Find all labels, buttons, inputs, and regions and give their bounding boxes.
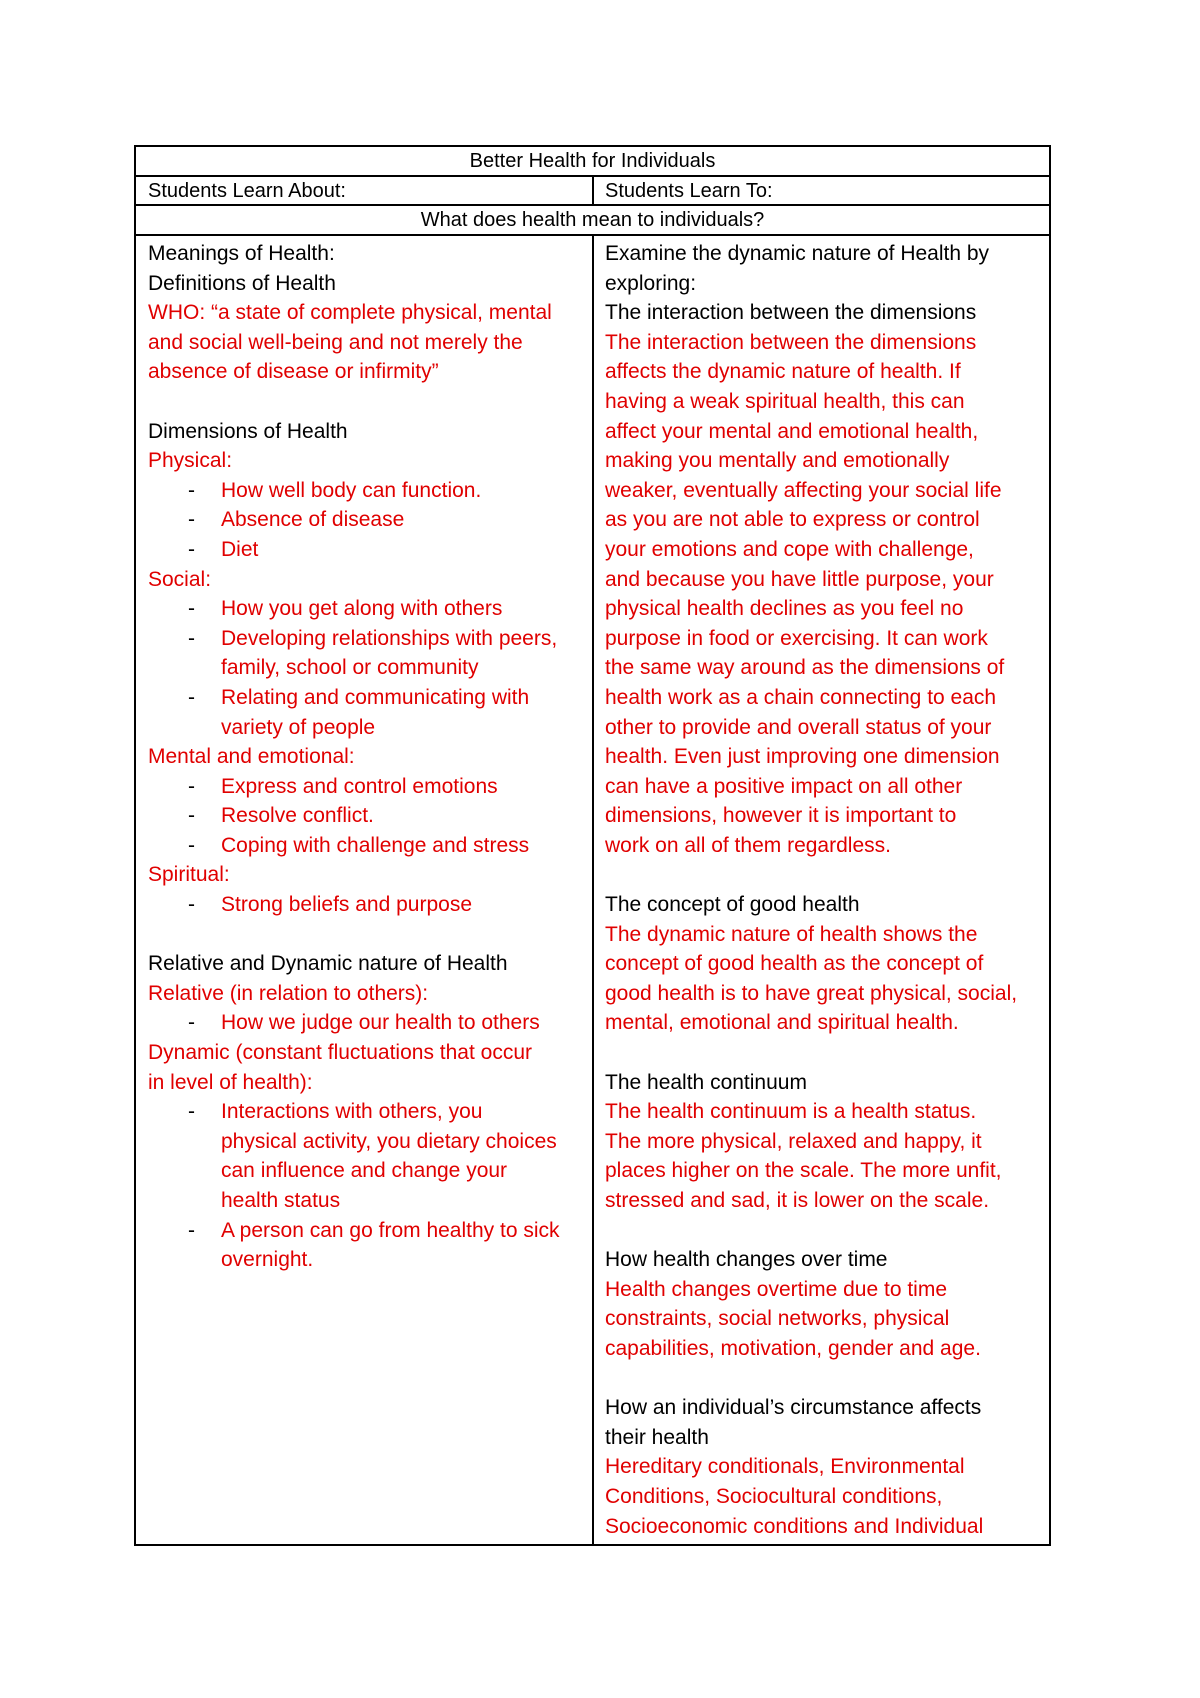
text-line: Socioeconomic conditions and Individual xyxy=(605,1514,984,1538)
table-title-row xyxy=(136,147,1049,177)
text-line: The more physical, relaxed and happy, it xyxy=(605,1129,982,1153)
text-line: concept of good health as the concept of xyxy=(605,952,984,976)
list-item-continued: overnight. xyxy=(221,1248,314,1272)
text-line: the same way around as the dimensions of xyxy=(605,656,1005,680)
list-item-continued: health status xyxy=(221,1189,341,1212)
list-item: - Developing relationships with peers, xyxy=(188,626,558,650)
section-title: What does health mean to individuals? xyxy=(420,209,765,231)
social-label: Social: xyxy=(148,567,212,591)
body-column-divider xyxy=(592,236,594,1544)
relative-label: Relative (in relation to others): xyxy=(148,981,429,1005)
text-line: can have a positive impact on all other xyxy=(605,774,963,798)
text-line: Conditions, Sociocultural conditions, xyxy=(605,1484,943,1508)
list-item: - Diet xyxy=(188,537,259,561)
health-table xyxy=(134,145,1051,1546)
who-definition-line: and social well-being and not merely the xyxy=(148,330,523,354)
text-line: health work as a chain connecting to each xyxy=(605,685,997,709)
text-line: capabilities, motivation, gender and age. xyxy=(605,1336,981,1360)
list-item: - A person can go from healthy to sick xyxy=(188,1218,560,1242)
text-line: Health changes overtime due to time xyxy=(605,1277,948,1301)
text-line: stressed and sad, it is lower on the scale. xyxy=(605,1189,990,1212)
who-definition-line: absence of disease or infirmity” xyxy=(148,360,439,384)
text-line: good health is to have great physical, social, xyxy=(605,981,1018,1005)
col-header-learn-about: Students Learn About: xyxy=(148,180,346,202)
column-divider xyxy=(592,177,594,206)
meanings-heading: Meanings of Health: xyxy=(148,242,335,265)
definitions-heading: Definitions of Health xyxy=(148,271,336,295)
text-line: purpose in food or exercising. It can work xyxy=(605,626,988,650)
dimensions-heading: Dimensions of Health xyxy=(148,419,348,443)
changes-text xyxy=(605,1275,1045,1364)
list-item: - Interactions with others, you xyxy=(188,1100,483,1124)
changes-heading: How health changes over time xyxy=(605,1248,888,1272)
interaction-heading: The interaction between the dimensions xyxy=(605,301,977,325)
good-health-heading: The concept of good health xyxy=(605,893,860,917)
learn-to-cell xyxy=(605,239,1045,1541)
list-item: - Absence of disease xyxy=(188,508,405,532)
text-line: constraints, social networks, physical xyxy=(605,1307,950,1331)
text-line: The dynamic nature of health shows the xyxy=(605,922,978,946)
text-line: affect your mental and emotional health, xyxy=(605,419,979,443)
text-line: The interaction between the dimensions xyxy=(605,330,977,354)
list-item: - Express and control emotions xyxy=(188,774,498,798)
dynamic-label: in level of health): xyxy=(148,1070,313,1094)
section-title-row xyxy=(136,206,1049,236)
examine-heading: Examine the dynamic nature of Health by xyxy=(605,242,990,265)
circumstance-heading: their health xyxy=(605,1425,709,1449)
table-title: Better Health for Individuals xyxy=(469,150,716,172)
text-line: Hereditary conditionals, Environmental xyxy=(605,1455,965,1479)
examine-heading: exploring: xyxy=(605,271,697,295)
text-line: health. Even just improving one dimension xyxy=(605,745,1000,769)
learn-about-cell xyxy=(148,239,580,1275)
circumstance-text xyxy=(605,1452,1045,1541)
list-item: - Strong beliefs and purpose xyxy=(188,893,473,917)
physical-label: Physical: xyxy=(148,449,233,473)
text-line: and because you have little purpose, your xyxy=(605,567,994,591)
text-line: your emotions and cope with challenge, xyxy=(605,537,974,561)
text-line: mental, emotional and spiritual health. xyxy=(605,1011,959,1035)
text-line: other to provide and overall status of your xyxy=(605,715,992,739)
text-line: as you are not able to express or control xyxy=(605,508,980,532)
list-item-continued: family, school or community xyxy=(221,656,479,680)
col-header-learn-to: Students Learn To: xyxy=(605,180,773,202)
spiritual-label: Spiritual: xyxy=(148,863,230,887)
text-line: The health continuum is a health status. xyxy=(605,1100,977,1124)
text-line: dimensions, however it is important to xyxy=(605,804,957,828)
mental-label: Mental and emotional: xyxy=(148,745,355,769)
text-line: making you mentally and emotionally xyxy=(605,449,950,473)
good-health-text xyxy=(605,920,1045,1038)
list-item: - How well body can function. xyxy=(188,478,482,502)
who-definition-line: WHO: “a state of complete physical, mental xyxy=(148,301,552,325)
circumstance-heading: How an individual’s circumstance affects xyxy=(605,1396,982,1420)
text-line: affects the dynamic nature of health. If xyxy=(605,360,961,384)
list-item: - Coping with challenge and stress xyxy=(188,833,530,857)
text-line: places higher on the scale. The more unfit, xyxy=(605,1159,1002,1183)
list-item: - Resolve conflict. xyxy=(188,804,374,828)
text-line: weaker, eventually affecting your social life xyxy=(605,478,1002,502)
list-item: - How you get along with others xyxy=(188,597,503,621)
interaction-text xyxy=(605,328,1045,861)
text-line: physical health declines as you feel no xyxy=(605,597,964,621)
dynamic-label: Dynamic (constant fluctuations that occur xyxy=(148,1041,533,1065)
text-line: work on all of them regardless. xyxy=(605,833,891,857)
list-item-continued: can influence and change your xyxy=(221,1159,508,1183)
list-item-continued: physical activity, you dietary choices xyxy=(221,1129,557,1153)
list-item: - How we judge our health to others xyxy=(188,1011,540,1035)
continuum-heading: The health continuum xyxy=(605,1070,807,1094)
list-item-continued: variety of people xyxy=(221,715,376,739)
continuum-text xyxy=(605,1097,1045,1215)
relative-dynamic-heading: Relative and Dynamic nature of Health xyxy=(148,952,508,976)
list-item: - Relating and communicating with xyxy=(188,685,530,709)
text-line: having a weak spiritual health, this can xyxy=(605,389,965,413)
